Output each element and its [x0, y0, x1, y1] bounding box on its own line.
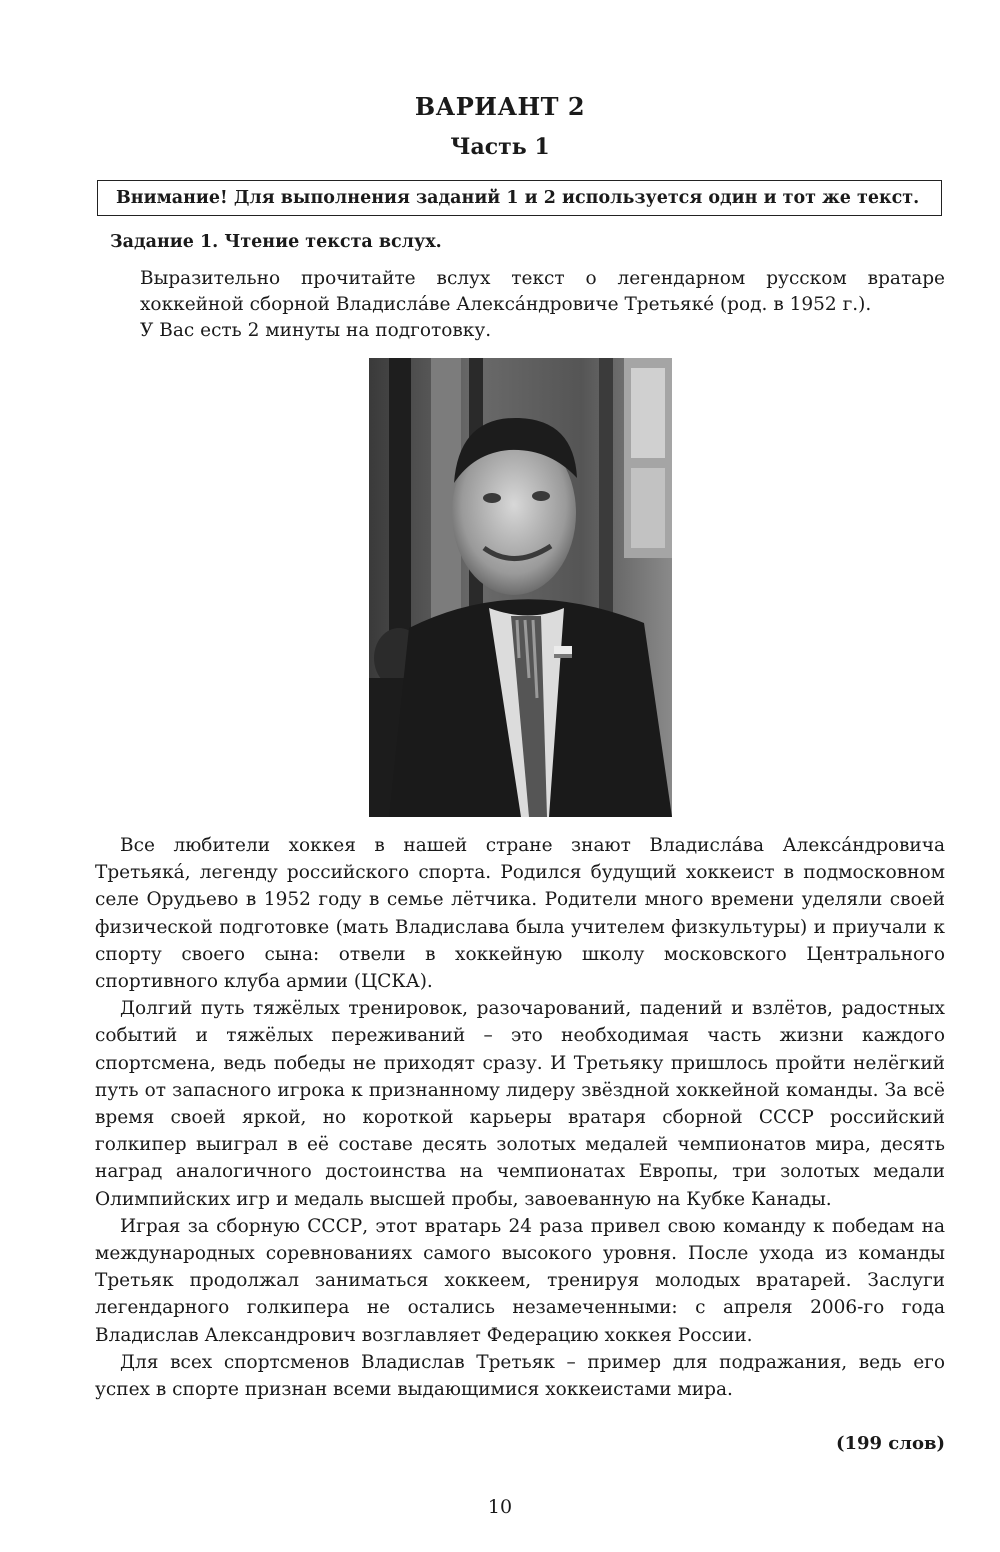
article-paragraph-1: Все любители хоккея в нашей стране знают Владисла́ва Алекса́ндровича Третьяка́, легенду российского спорта. Родился будущий хоккеист в подмосковном селе Орудьево в 1952 году в семье лётчика. Родители много времени уделяли своей физической подготовке (мать Владислава была учителем физкультуры) и приучали к спорту своего сына: отвели в хоккейную школу московского Центрального спортивного клуба армии (ЦСКА). [95, 835, 945, 993]
word-count: (199 слов) [835, 1433, 945, 1454]
article-text [95, 832, 945, 1403]
variant-title: ВАРИАНТ 2 [414, 92, 586, 121]
portrait-photo [369, 358, 672, 817]
task-intro [140, 266, 945, 344]
page-number: 10 [487, 1496, 513, 1518]
article-paragraph-2: Долгий путь тяжёлых тренировок, разочарований, падений и взлётов, радостных событий и тяжёлых переживаний – это необходимая часть жизни каждого спортсмена, ведь победы не приходят сразу. И Третьяку пришлось пройти нелёгкий путь от запасного игрока к признанному лидеру звёздной хоккейной команды. За всё время своей яркой, но короткой карьеры вратаря сборной СССР российский голкипер выиграл в её составе десять золотых медалей чемпионатов мира, десять наград аналогичного достоинства на чемпионатах Европы, три золотых медали Олимпийских игр и медаль высшей пробы, завоеванную на Кубке Канады. [95, 998, 945, 1210]
article-paragraph-3: Играя за сборную СССР, этот вратарь 24 раза привел свою команду к победам на международных соревнованиях самого высокого уровня. После ухода из команды Третьяк продолжал заниматься хоккеем, тренируя молодых вратарей. Заслуги легендарного голкипера не остались незамеченными: с апреля 2006-го года Владислав Александрович возглавляет Федерацию хоккея России. [95, 1215, 945, 1346]
task-heading: Задание 1. Чтение текста вслух. [110, 232, 442, 252]
article-paragraph-4: Для всех спортсменов Владислав Третьяк – пример для подражания, ведь его успех в спорте признан всеми выдающимися хоккеистами мира. [95, 1351, 945, 1401]
notice-box: Внимание! Для выполнения заданий 1 и 2 используется один и тот же текст. [97, 180, 942, 216]
part-title: Часть 1 [450, 134, 550, 160]
intro-instruction: Выразительно прочитайте вслух текст о легендарном русском вратаре хоккейной сборной Владисла́ве Алекса́ндровиче Третьяке́ (род. в 1952 г.). [140, 268, 945, 315]
intro-prep-time: У Вас есть 2 минуты на подготовку. [140, 320, 492, 341]
